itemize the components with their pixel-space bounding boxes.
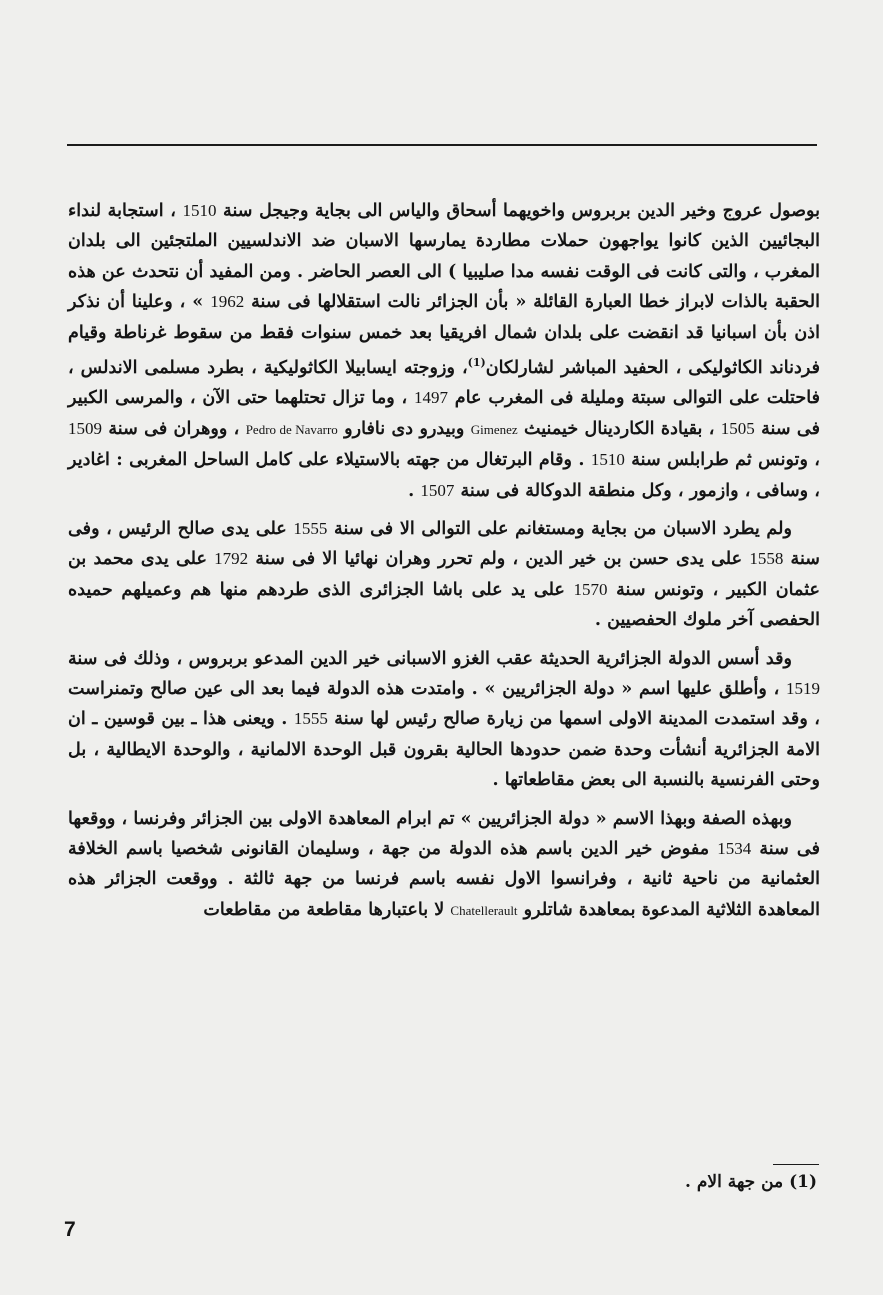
text-run: مفوض خير الدين باسم هذه الدولة من جهة ، وسليمان القانونى شخصيا باسم الخلافة العثمانية من ناحية ثانية ، وفرانسوا الاول نفسه باسم فرنسا من جهة ثالثة . ووقعت الجزائر هذه المعاهدة الثلاثية المدعوة بمعاهدة شاتلرو [68, 837, 820, 920]
text-run: ولم يطرد الاسبان من بجاية ومستغانم على التوالى الا فى سنة [327, 517, 793, 539]
text-run: ، وتونس ثم طرابلس سنة [624, 449, 820, 471]
year-number: 1507 [420, 480, 455, 500]
text-run: بوصول عروج وخير الدين بربروس واخويهما أسحاق والياس الى بجاية وجيجل سنة [216, 200, 820, 221]
text-run: » ، وعلينا أن نذكر اذن بأن اسبانيا قد انقضت على بلدان شمال افريقيا بعد خمس سنوات فقط من سقوط غرناطة وقيام فردناند الكاثوليكى ، الحفيد المباشر لشارلكان [68, 291, 820, 378]
year-number: 1558 [749, 549, 784, 569]
text-run: لا باعتبارها مقاطعة من مقاطعات [203, 898, 451, 920]
text-run: على يدى محمد بن عثمان الكبير ، وتونس سنة [68, 548, 820, 600]
paragraph [68, 196, 820, 506]
text-run: ، بقيادة الكاردينال خيمنيث [517, 417, 721, 439]
latin-term: Chatellerault [450, 902, 518, 918]
footnote-rule [773, 1164, 819, 1165]
text-run: ، ووهران فى سنة [102, 417, 246, 439]
year-number: 1505 [720, 418, 755, 438]
text-run: ، وما تزال تحتلهما حتى الآن ، والمرسى الكبير فى سنة [68, 387, 820, 439]
page-number: 7 [64, 1218, 76, 1241]
paragraph [68, 804, 820, 927]
year-number: 1509 [68, 418, 102, 438]
year-number: 1534 [717, 838, 752, 858]
year-number: 1962 [210, 292, 245, 312]
text-run: وبيدرو دى نافارو [337, 417, 471, 439]
footnote-marker: (1) [789, 1172, 817, 1192]
footnote [685, 1172, 817, 1192]
text-run: ، استجابة لنداء البجائيين الذين كانوا يواجهون حملات مطاردة يمارسها الاسبان ضد الاندلسيين الملتجئين الى بلدان المغرب ، والتى كانت فى الوقت نفسه مدا صليبيا ) الى العصر الحاضر . ومن المفيد أن نتحدث عن هذه الحقبة بالذات لابراز خطا العبارة القائلة « بأن الجزائر نالت استقلالها فى سنة [68, 200, 820, 313]
year-number: 1555 [293, 709, 328, 729]
year-number: 1792 [214, 549, 249, 569]
year-number: 1497 [414, 388, 449, 408]
year-number: 1510 [590, 450, 625, 470]
text-run: على يدى حسن بن خير الدين ، ولم تحرر وهران نهائيا الا فى سنة [248, 548, 750, 570]
footnote-text: من جهة الام . [685, 1172, 790, 1192]
text-run: . [408, 479, 421, 501]
year-number: 1510 [182, 201, 217, 220]
year-number: 1555 [293, 518, 328, 538]
year-number: 1570 [573, 579, 608, 599]
year-number: 1519 [786, 678, 820, 698]
latin-term: Pedro de Navarro [245, 421, 338, 437]
text-run: . ويعنى هذا ـ بين قوسين ـ ان الامة الجزائرية أنشأت وحدة ضمن حدودها الحالية بقرون قبل الوحدة الالمانية ، والوحدة الايطالية ، بل وحتى الفرنسية بالنسبة الى بعض مقاطعاتها . [68, 708, 820, 791]
paragraph [68, 514, 820, 636]
text-run: وبهذه الصفة وبهذا الاسم « دولة الجزائريين » تم ابرام المعاهدة الاولى بين الجزائر وفرنسا ، ووقعها فى سنة [68, 807, 820, 859]
text-run: على يدى صالح الرئيس ، وفى سنة [68, 517, 821, 570]
header-rule [67, 144, 817, 146]
text-run: على يد على باشا الجزائرى الذى طردهم منها هم وعميلهم حميده الحفصى آخر ملوك الحفصيين . [68, 578, 820, 631]
paragraph [68, 644, 820, 796]
footnote-reference: (1) [467, 356, 486, 370]
main-text [68, 196, 820, 934]
text-run: ، وزوجته ايسابيلا الكاثوليكية ، بطرد مسلمى الاندلس ، فاحتلت على التوالى سبتة ومليلة فى المغرب عام [68, 356, 820, 409]
text-run: . وقام البرتغال من جهته بالاستيلاء على كامل الساحل المغربى : اغادير ، وسافى ، وازمور ، وكل منطقة الدوكالة فى سنة [68, 449, 820, 501]
text-run: ، وأطلق عليها اسم « دولة الجزائريين » . وامتدت هذه الدولة فيما بعد الى عين صالح وتمنراست ، وقد استمدت المدينة الاولى اسمها من زيارة صالح رئيس لها سنة [68, 677, 820, 730]
latin-term: Gimenez [470, 421, 518, 437]
text-run: وقد أسس الدولة الجزائرية الحديثة عقب الغزو الاسبانى خير الدين المدعو بربروس ، وذلك فى سنة [68, 647, 792, 669]
